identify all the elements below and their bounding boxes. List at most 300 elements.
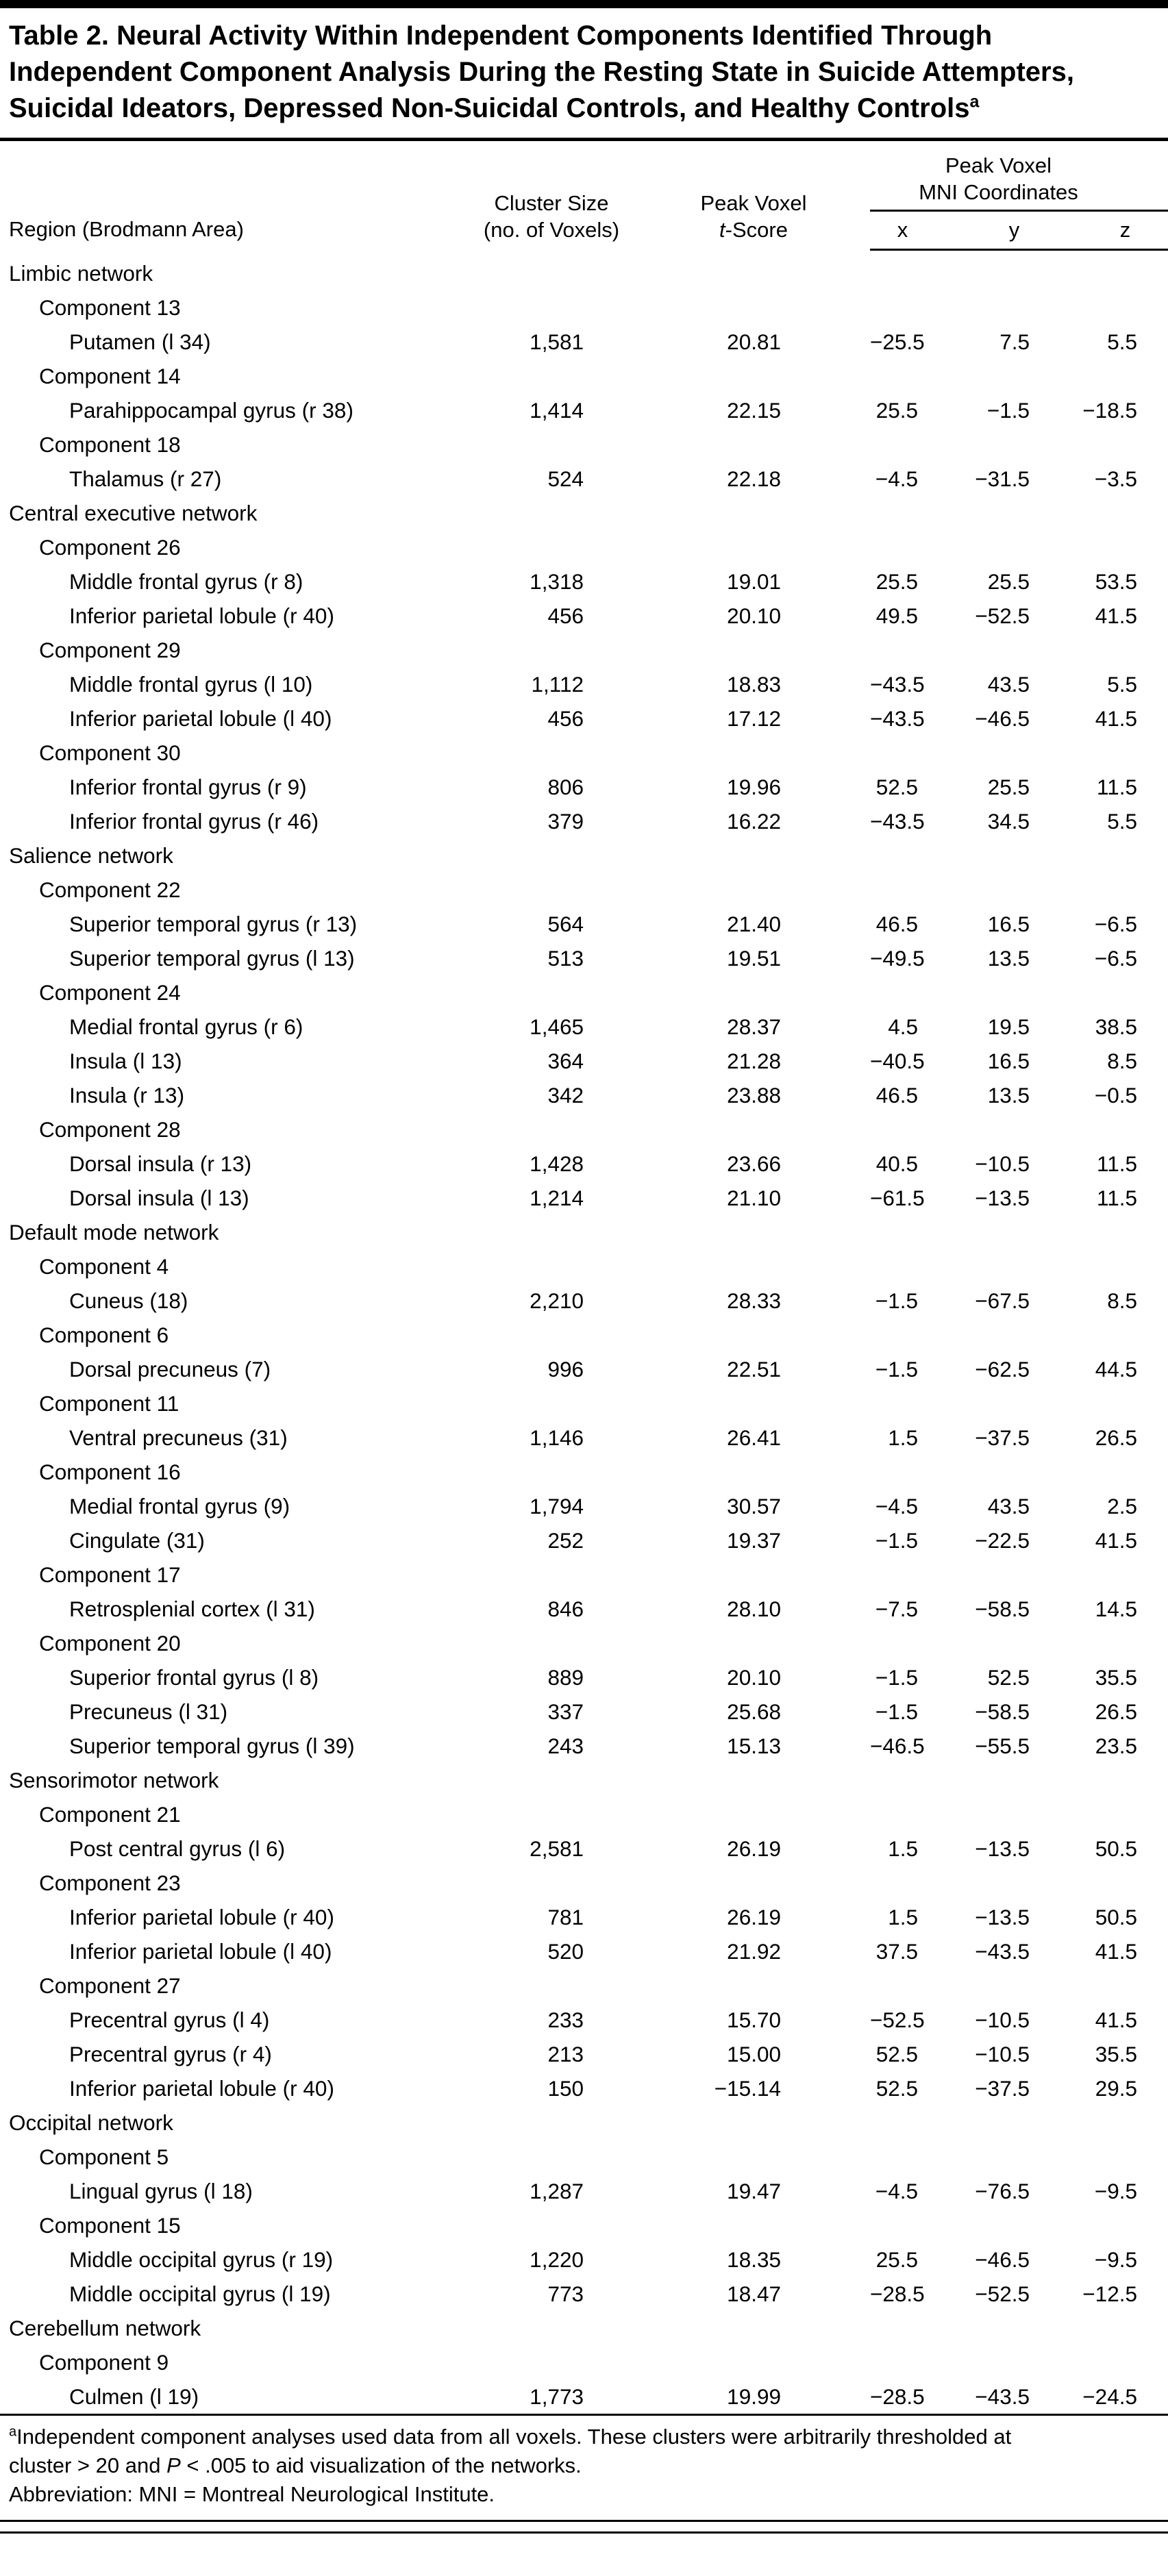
x-coordinate-value: −1.5 bbox=[875, 1357, 918, 1381]
z-coordinate-value: 5.5 bbox=[1107, 672, 1137, 697]
z-coordinate-value: −9.5 bbox=[1094, 2179, 1137, 2203]
table-title-text: Neural Activity Within Independent Components Identified Through Independent Component Analysis During the Resting State in Suicide Attempters, Suicidal Ideators, Depressed Non-Suicidal Controls, and Healthy Controls bbox=[9, 21, 1074, 123]
network-label: Salience network bbox=[9, 843, 173, 868]
cluster-size-value: 1,428 bbox=[530, 1151, 584, 1176]
region-label: Inferior parietal lobule (r 40) bbox=[69, 2076, 334, 2101]
z-coordinate-value: −9.5 bbox=[1094, 2247, 1137, 2272]
z-coordinate-value: 8.5 bbox=[1107, 1288, 1137, 1313]
y-coordinate-value: 43.5 bbox=[987, 672, 1030, 697]
x-coordinate-value: −4.5 bbox=[875, 466, 918, 491]
x-coordinate-value: 52.5 bbox=[875, 775, 918, 799]
t-score-value: 20.10 bbox=[727, 603, 781, 628]
network-label: Cerebellum network bbox=[9, 2316, 201, 2340]
component-label: Component 30 bbox=[39, 740, 181, 765]
t-score-value: 26.41 bbox=[727, 1425, 781, 1450]
component-label: Component 6 bbox=[39, 1323, 169, 1347]
column-header-region: Region (Brodmann Area) bbox=[9, 216, 244, 241]
region-label: Inferior parietal lobule (l 40) bbox=[69, 706, 332, 731]
table-row-component bbox=[0, 1455, 1168, 1489]
component-label: Component 23 bbox=[39, 1871, 181, 1895]
table-row-component bbox=[0, 1797, 1168, 1831]
cluster-size-value: 1,773 bbox=[530, 2384, 584, 2409]
x-coordinate-value: −40.5 bbox=[870, 1049, 925, 1073]
t-score-value: 19.47 bbox=[727, 2179, 781, 2203]
x-coordinate-value: −61.5 bbox=[870, 1186, 925, 1210]
t-score-value: 21.40 bbox=[727, 912, 781, 936]
table-row-network bbox=[0, 838, 1168, 873]
cluster-size-value: 524 bbox=[547, 466, 584, 491]
y-coordinate-value: −58.5 bbox=[975, 1699, 1030, 1724]
t-score-value: −15.14 bbox=[714, 2076, 781, 2101]
y-coordinate-value: −43.5 bbox=[975, 1939, 1030, 1964]
t-score-value: 19.96 bbox=[727, 775, 781, 799]
x-coordinate-value: 1.5 bbox=[888, 1836, 918, 1861]
cluster-size-value: 520 bbox=[547, 1939, 584, 1964]
t-score-value: 25.68 bbox=[727, 1699, 781, 1724]
table-row-region bbox=[0, 804, 1168, 838]
z-coordinate-value: 14.5 bbox=[1095, 1597, 1137, 1621]
region-label: Inferior parietal lobule (r 40) bbox=[69, 1905, 334, 1929]
y-coordinate-value: −10.5 bbox=[975, 1151, 1030, 1176]
z-coordinate-value: 2.5 bbox=[1107, 1494, 1137, 1518]
z-coordinate-value: 41.5 bbox=[1095, 706, 1137, 731]
cluster-size-value: 773 bbox=[547, 2281, 584, 2306]
t-score-value: 22.18 bbox=[727, 466, 781, 491]
cluster-size-value: 806 bbox=[547, 775, 584, 799]
y-coordinate-value: 7.5 bbox=[999, 329, 1030, 354]
y-coordinate-value: −1.5 bbox=[986, 398, 1030, 423]
x-coordinate-value: −1.5 bbox=[875, 1699, 918, 1724]
x-coordinate-value: −1.5 bbox=[875, 1665, 918, 1690]
table-row-region bbox=[0, 1695, 1168, 1729]
t-score-line1: Peak Voxel bbox=[700, 190, 807, 215]
network-label: Central executive network bbox=[9, 501, 258, 525]
footnote-a bbox=[9, 2423, 1050, 2480]
z-coordinate-value: 50.5 bbox=[1095, 1836, 1137, 1861]
table-row-region bbox=[0, 701, 1168, 736]
region-label: Retrosplenial cortex (l 31) bbox=[69, 1597, 315, 1621]
table-title-footnote-marker: a bbox=[969, 92, 980, 112]
z-coordinate-value: 26.5 bbox=[1095, 1699, 1137, 1724]
region-label: Precuneus (l 31) bbox=[69, 1699, 228, 1724]
region-label: Medial frontal gyrus (r 6) bbox=[69, 1014, 303, 1039]
table-row-component bbox=[0, 1318, 1168, 1352]
component-label: Component 16 bbox=[39, 1460, 181, 1484]
t-score-value: 20.81 bbox=[727, 329, 781, 354]
t-score-value: 15.13 bbox=[727, 1734, 781, 1758]
region-label: Middle frontal gyrus (r 8) bbox=[69, 569, 303, 594]
table-row-region bbox=[0, 2379, 1168, 2414]
mni-line1: Peak Voxel bbox=[945, 153, 1052, 177]
table-row-region bbox=[0, 1181, 1168, 1215]
table-row-region bbox=[0, 1010, 1168, 1044]
component-label: Component 5 bbox=[39, 2144, 169, 2169]
z-coordinate-value: 5.5 bbox=[1107, 329, 1137, 354]
region-label: Cuneus (18) bbox=[69, 1288, 188, 1313]
region-label: Putamen (l 34) bbox=[69, 329, 211, 354]
cluster-size-value: 2,581 bbox=[530, 1836, 584, 1861]
x-coordinate-value: 52.5 bbox=[875, 2076, 918, 2101]
top-rule bbox=[0, 0, 1168, 8]
x-coordinate-value: 40.5 bbox=[875, 1151, 918, 1176]
table-row-component bbox=[0, 1112, 1168, 1147]
y-coordinate-value: 34.5 bbox=[987, 809, 1030, 834]
cluster-size-value: 379 bbox=[547, 809, 584, 834]
cluster-size-value: 1,112 bbox=[531, 672, 584, 697]
cluster-size-value: 456 bbox=[547, 706, 584, 731]
footnote-a-marker: a bbox=[9, 2424, 17, 2440]
z-coordinate-value: 5.5 bbox=[1107, 809, 1137, 834]
z-coordinate-value: 26.5 bbox=[1095, 1425, 1137, 1450]
region-label: Lingual gyrus (l 18) bbox=[69, 2179, 253, 2203]
region-label: Middle occipital gyrus (l 19) bbox=[69, 2281, 331, 2306]
t-score-value: 28.37 bbox=[727, 1014, 781, 1039]
cluster-size-value: 1,414 bbox=[530, 398, 584, 423]
table-row-region bbox=[0, 1489, 1168, 1523]
y-coordinate-value: 16.5 bbox=[987, 912, 1030, 936]
t-score-value: 15.00 bbox=[727, 2042, 781, 2066]
cluster-size-value: 364 bbox=[547, 1049, 584, 1073]
y-coordinate-value: −43.5 bbox=[975, 2384, 1030, 2409]
table-row-region bbox=[0, 462, 1168, 496]
cluster-size-value: 233 bbox=[547, 2008, 584, 2032]
region-label: Insula (l 13) bbox=[69, 1049, 182, 1073]
z-coordinate-value: 35.5 bbox=[1095, 1665, 1137, 1690]
table-row-component bbox=[0, 873, 1168, 907]
t-score-value: 19.37 bbox=[727, 1528, 781, 1553]
table-row-network bbox=[0, 250, 1168, 291]
region-label: Inferior frontal gyrus (r 9) bbox=[69, 775, 307, 799]
component-label: Component 20 bbox=[39, 1631, 181, 1655]
z-coordinate-value: 41.5 bbox=[1095, 1939, 1137, 1964]
region-label: Superior temporal gyrus (l 39) bbox=[69, 1734, 355, 1758]
cluster-size-value: 996 bbox=[547, 1357, 584, 1381]
x-coordinate-value: −1.5 bbox=[875, 1528, 918, 1553]
table-row-component bbox=[0, 2140, 1168, 2174]
component-label: Component 17 bbox=[39, 1562, 181, 1587]
z-coordinate-value: 41.5 bbox=[1095, 603, 1137, 628]
table-row-region bbox=[0, 770, 1168, 804]
cluster-size-value: 342 bbox=[547, 1083, 584, 1108]
cluster-size-value: 213 bbox=[547, 2042, 584, 2066]
table-row-region bbox=[0, 1523, 1168, 1558]
region-label: Superior temporal gyrus (l 13) bbox=[69, 946, 355, 971]
x-coordinate-value: 37.5 bbox=[875, 1939, 918, 1964]
cluster-size-value: 1,581 bbox=[530, 329, 584, 354]
table-row-region bbox=[0, 599, 1168, 633]
cluster-size-line1: Cluster Size bbox=[494, 190, 609, 215]
abbreviation-note: Abbreviation: MNI = Montreal Neurological Institute. bbox=[9, 2482, 495, 2506]
t-score-value: 18.47 bbox=[727, 2281, 781, 2306]
y-coordinate-value: −76.5 bbox=[975, 2179, 1030, 2203]
x-coordinate-value: 1.5 bbox=[888, 1425, 918, 1450]
region-label: Culmen (l 19) bbox=[69, 2384, 199, 2409]
component-label: Component 18 bbox=[39, 432, 181, 457]
table-row-region bbox=[0, 1421, 1168, 1455]
table-row-network bbox=[0, 2105, 1168, 2140]
t-score-value: 22.51 bbox=[727, 1357, 781, 1381]
component-label: Component 24 bbox=[39, 980, 181, 1005]
table-title-label: Table 2. bbox=[9, 21, 109, 51]
column-header-x: x bbox=[870, 211, 935, 250]
component-label: Component 28 bbox=[39, 1117, 181, 1142]
component-label: Component 14 bbox=[39, 364, 181, 388]
y-coordinate-value: −67.5 bbox=[975, 1288, 1030, 1313]
cluster-size-value: 150 bbox=[547, 2076, 584, 2101]
t-score-value: 21.10 bbox=[727, 1186, 781, 1210]
x-coordinate-value: −46.5 bbox=[870, 1734, 925, 1758]
component-label: Component 27 bbox=[39, 1973, 181, 1998]
z-coordinate-value: −6.5 bbox=[1094, 946, 1137, 971]
y-coordinate-value: 13.5 bbox=[987, 1083, 1030, 1108]
table-row-region bbox=[0, 667, 1168, 701]
y-coordinate-value: −31.5 bbox=[975, 466, 1030, 491]
z-coordinate-value: 44.5 bbox=[1095, 1357, 1137, 1381]
table-row-region bbox=[0, 1044, 1168, 1078]
table-row-network bbox=[0, 1763, 1168, 1797]
table-row-component bbox=[0, 1249, 1168, 1284]
z-coordinate-value: 41.5 bbox=[1095, 2008, 1137, 2032]
z-coordinate-value: 11.5 bbox=[1097, 1186, 1137, 1210]
component-label: Component 4 bbox=[39, 1254, 169, 1279]
z-coordinate-value: 29.5 bbox=[1095, 2076, 1137, 2101]
cluster-size-value: 337 bbox=[547, 1699, 584, 1724]
t-score-value: 20.10 bbox=[727, 1665, 781, 1690]
network-label: Limbic network bbox=[9, 261, 153, 286]
t-score-value: 26.19 bbox=[727, 1905, 781, 1929]
table-row-region bbox=[0, 2242, 1168, 2277]
z-coordinate-value: 8.5 bbox=[1107, 1049, 1137, 1073]
region-label: Insula (r 13) bbox=[69, 1083, 185, 1108]
z-coordinate-value: −3.5 bbox=[1094, 466, 1137, 491]
t-score-rest: -Score bbox=[725, 217, 788, 242]
table-row-component bbox=[0, 427, 1168, 462]
header-row-group bbox=[0, 141, 1168, 211]
column-header-y: y bbox=[935, 211, 1048, 250]
table-row-region bbox=[0, 1934, 1168, 1968]
cluster-size-value: 243 bbox=[547, 1734, 584, 1758]
x-coordinate-value: 4.5 bbox=[888, 1014, 918, 1039]
cluster-size-value: 1,146 bbox=[530, 1425, 584, 1450]
table-row-region bbox=[0, 1284, 1168, 1318]
region-label: Inferior parietal lobule (r 40) bbox=[69, 603, 334, 628]
table-row-component bbox=[0, 1866, 1168, 1900]
footnotes-block bbox=[0, 2416, 1064, 2517]
y-coordinate-value: −13.5 bbox=[975, 1186, 1030, 1210]
footnote-a-text-2: < .005 to aid visualization of the networks. bbox=[180, 2453, 582, 2477]
z-coordinate-value: 23.5 bbox=[1095, 1734, 1137, 1758]
region-label: Dorsal precuneus (7) bbox=[69, 1357, 271, 1381]
region-label: Medial frontal gyrus (9) bbox=[69, 1494, 290, 1518]
cluster-size-value: 252 bbox=[547, 1528, 584, 1553]
cluster-size-value: 1,214 bbox=[530, 1186, 584, 1210]
table-row-network bbox=[0, 496, 1168, 530]
region-label: Middle occipital gyrus (r 19) bbox=[69, 2247, 334, 2272]
table-row-region bbox=[0, 2277, 1168, 2311]
component-label: Component 13 bbox=[39, 295, 181, 320]
table-row-region bbox=[0, 1147, 1168, 1181]
t-score-value: 28.10 bbox=[727, 1597, 781, 1621]
column-header-t-score bbox=[637, 141, 870, 250]
table-row-region bbox=[0, 2174, 1168, 2208]
x-coordinate-value: −49.5 bbox=[870, 946, 925, 971]
table-row-region bbox=[0, 2037, 1168, 2071]
component-label: Component 26 bbox=[39, 535, 181, 560]
x-coordinate-value: −1.5 bbox=[875, 1288, 918, 1313]
cluster-size-value: 1,794 bbox=[530, 1494, 584, 1518]
t-score-value: 21.92 bbox=[727, 1939, 781, 1964]
table-row-component bbox=[0, 633, 1168, 667]
x-coordinate-value: −28.5 bbox=[870, 2281, 925, 2306]
component-label: Component 21 bbox=[39, 1802, 181, 1827]
x-coordinate-value: 46.5 bbox=[875, 912, 918, 936]
table-row-component bbox=[0, 530, 1168, 564]
x-coordinate-value: 25.5 bbox=[875, 398, 918, 423]
z-coordinate-value: 38.5 bbox=[1095, 1014, 1137, 1039]
table-row-component bbox=[0, 359, 1168, 393]
y-coordinate-value: −62.5 bbox=[975, 1357, 1030, 1381]
table-row-region bbox=[0, 2071, 1168, 2105]
z-coordinate-value: 35.5 bbox=[1095, 2042, 1137, 2066]
table-row-region bbox=[0, 941, 1168, 975]
x-coordinate-value: −4.5 bbox=[875, 1494, 918, 1518]
table-row-region bbox=[0, 564, 1168, 599]
t-score-line2 bbox=[637, 216, 870, 243]
table-row-component bbox=[0, 1558, 1168, 1592]
y-coordinate-value: −37.5 bbox=[975, 2076, 1030, 2101]
table-row-region bbox=[0, 325, 1168, 359]
x-coordinate-value: −4.5 bbox=[875, 2179, 918, 2203]
t-score-value: 19.01 bbox=[727, 569, 781, 594]
x-coordinate-value: −43.5 bbox=[870, 672, 925, 697]
t-score-value: 23.88 bbox=[727, 1083, 781, 1108]
t-score-value: 28.33 bbox=[727, 1288, 781, 1313]
cluster-size-value: 513 bbox=[547, 946, 584, 971]
table-row-region bbox=[0, 1352, 1168, 1386]
table-row-region bbox=[0, 1900, 1168, 1934]
x-coordinate-value: 1.5 bbox=[888, 1905, 918, 1929]
z-coordinate-value: −12.5 bbox=[1082, 2281, 1137, 2306]
t-score-value: 17.12 bbox=[727, 706, 781, 731]
component-label: Component 29 bbox=[39, 638, 181, 662]
t-score-value: 30.57 bbox=[727, 1494, 781, 1518]
cluster-size-value: 1,465 bbox=[530, 1014, 584, 1039]
y-coordinate-value: 16.5 bbox=[987, 1049, 1030, 1073]
component-label: Component 9 bbox=[39, 2350, 169, 2375]
t-score-value: 19.99 bbox=[727, 2384, 781, 2409]
table-body bbox=[0, 250, 1168, 2414]
table-header bbox=[0, 141, 1168, 250]
y-coordinate-value: 25.5 bbox=[987, 775, 1030, 799]
x-coordinate-value: 25.5 bbox=[875, 2247, 918, 2272]
t-score-value: 18.35 bbox=[727, 2247, 781, 2272]
y-coordinate-value: −10.5 bbox=[975, 2042, 1030, 2066]
network-label: Sensorimotor network bbox=[9, 1768, 219, 1792]
table-row-region bbox=[0, 1078, 1168, 1112]
z-coordinate-value: 53.5 bbox=[1095, 569, 1137, 594]
z-coordinate-value: 11.5 bbox=[1097, 1151, 1137, 1176]
t-score-value: 21.28 bbox=[727, 1049, 781, 1073]
region-label: Parahippocampal gyrus (r 38) bbox=[69, 398, 353, 423]
cluster-size-value: 1,220 bbox=[530, 2247, 584, 2272]
region-label: Inferior frontal gyrus (r 46) bbox=[69, 809, 319, 834]
z-coordinate-value: 11.5 bbox=[1097, 775, 1137, 799]
cluster-size-line2: (no. of Voxels) bbox=[483, 217, 620, 242]
t-score-value: 16.22 bbox=[727, 809, 781, 834]
region-label: Dorsal insula (l 13) bbox=[69, 1186, 249, 1210]
column-group-mni-coordinates bbox=[870, 141, 1168, 211]
cluster-size-value: 889 bbox=[547, 1665, 584, 1690]
t-score-value: 26.19 bbox=[727, 1836, 781, 1861]
mni-line2: MNI Coordinates bbox=[919, 180, 1078, 204]
table-row-region bbox=[0, 1729, 1168, 1763]
footnote-a-text-1: Independent component analyses used data from all voxels. These clusters were arbitrarily thresholded at cluster > 20 and bbox=[9, 2425, 1012, 2477]
t-score-value: 23.66 bbox=[727, 1151, 781, 1176]
column-header-cluster-size bbox=[466, 141, 637, 250]
table-row-component bbox=[0, 2208, 1168, 2242]
x-coordinate-value: 49.5 bbox=[875, 603, 918, 628]
table-row-network bbox=[0, 1215, 1168, 1249]
table-row-region bbox=[0, 393, 1168, 427]
table-row-component bbox=[0, 975, 1168, 1010]
table-title bbox=[9, 18, 1153, 127]
network-label: Occipital network bbox=[9, 2110, 173, 2135]
x-coordinate-value: 52.5 bbox=[875, 2042, 918, 2066]
x-coordinate-value: −25.5 bbox=[870, 329, 925, 354]
z-coordinate-value: −24.5 bbox=[1082, 2384, 1137, 2409]
title-block bbox=[0, 8, 1168, 138]
x-coordinate-value: −52.5 bbox=[870, 2008, 925, 2032]
region-label: Post central gyrus (l 6) bbox=[69, 1836, 286, 1861]
y-coordinate-value: −22.5 bbox=[975, 1528, 1030, 1553]
table-row-region bbox=[0, 1831, 1168, 1866]
cluster-size-value: 2,210 bbox=[530, 1288, 584, 1313]
column-header-z: z bbox=[1048, 211, 1168, 250]
y-coordinate-value: −13.5 bbox=[975, 1905, 1030, 1929]
y-coordinate-value: −37.5 bbox=[975, 1425, 1030, 1450]
x-coordinate-value: −7.5 bbox=[875, 1597, 918, 1621]
table-row-region bbox=[0, 1592, 1168, 1626]
y-coordinate-value: 43.5 bbox=[987, 1494, 1030, 1518]
z-coordinate-value: −0.5 bbox=[1094, 1083, 1137, 1108]
network-label: Default mode network bbox=[9, 1220, 219, 1245]
table-row-component bbox=[0, 1386, 1168, 1421]
y-coordinate-value: 19.5 bbox=[987, 1014, 1030, 1039]
y-coordinate-value: −46.5 bbox=[975, 706, 1030, 731]
y-coordinate-value: −46.5 bbox=[975, 2247, 1030, 2272]
x-coordinate-value: −43.5 bbox=[870, 809, 925, 834]
z-coordinate-value: −18.5 bbox=[1082, 398, 1137, 423]
region-label: Superior frontal gyrus (l 8) bbox=[69, 1665, 319, 1690]
region-label: Ventral precuneus (31) bbox=[69, 1425, 288, 1450]
t-score-value: 18.83 bbox=[727, 672, 781, 697]
component-label: Component 11 bbox=[39, 1391, 179, 1416]
y-coordinate-value: −52.5 bbox=[975, 603, 1030, 628]
cluster-size-value: 1,287 bbox=[530, 2179, 584, 2203]
region-label: Middle frontal gyrus (l 10) bbox=[69, 672, 313, 697]
z-coordinate-value: 41.5 bbox=[1095, 1528, 1137, 1553]
region-label: Dorsal insula (r 13) bbox=[69, 1151, 252, 1176]
results-table bbox=[0, 141, 1168, 2414]
x-coordinate-value: −28.5 bbox=[870, 2384, 925, 2409]
region-label: Inferior parietal lobule (l 40) bbox=[69, 1939, 332, 1964]
region-label: Thalamus (r 27) bbox=[69, 466, 222, 491]
region-label: Superior temporal gyrus (r 13) bbox=[69, 912, 358, 936]
x-coordinate-value: 46.5 bbox=[875, 1083, 918, 1108]
z-coordinate-value: −6.5 bbox=[1094, 912, 1137, 936]
y-coordinate-value: −52.5 bbox=[975, 2281, 1030, 2306]
cluster-size-value: 456 bbox=[547, 603, 584, 628]
